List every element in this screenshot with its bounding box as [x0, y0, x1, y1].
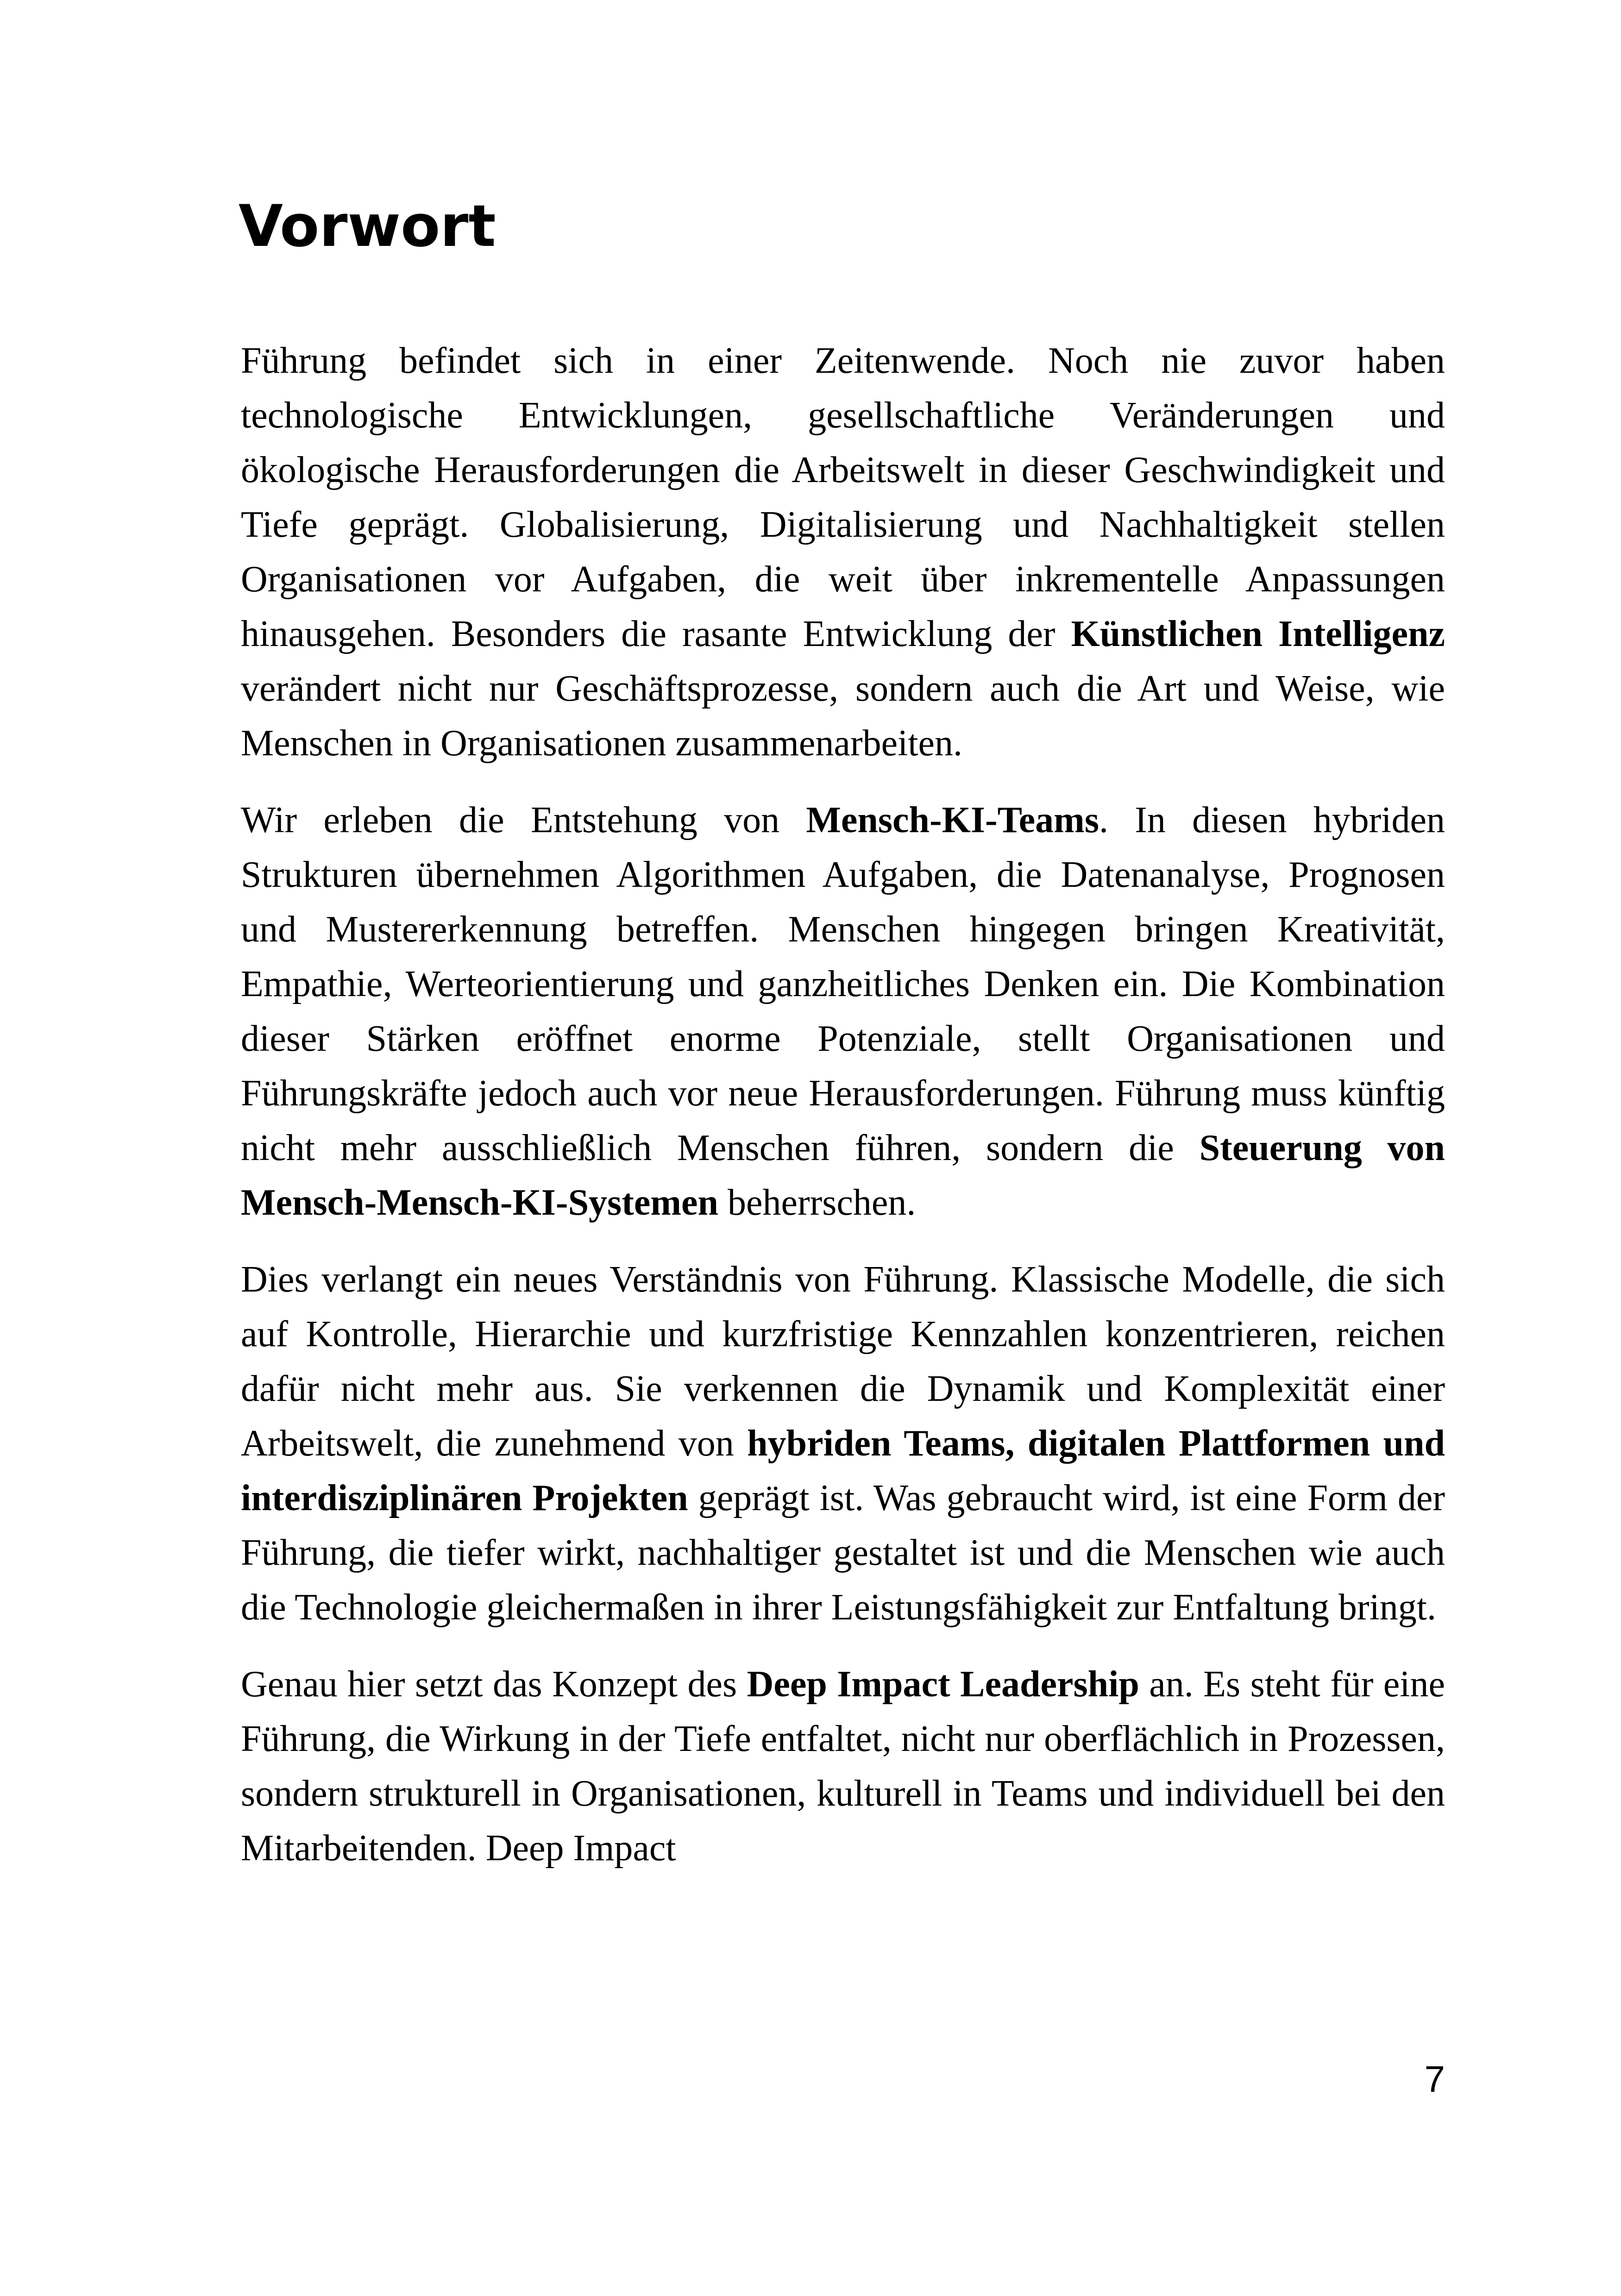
body-text: [241, 333, 1445, 1898]
bold-term: hybriden Teams, digitalen Plattformen und interdisziplinären Projekten: [241, 1423, 1445, 1518]
text-run: Führung befindet sich in einer Zeitenwende. Noch nie zuvor haben technologische Entwicklungen, gesellschaftliche Veränderungen und ökologische Herausforderungen die Arbeitswelt in dieser Geschwindigkeit und Tiefe geprägt. Globalisierung, Digitalisierung und Nachhaltigkeit stellen Organisationen vor Aufgaben, die weit über inkrementelle Anpassungen hinausgehen. Besonders die rasante Entwicklung der: [241, 340, 1445, 654]
page-number: 7: [1424, 2058, 1445, 2100]
bold-term: Steuerung von Mensch-Mensch-KI-Systemen: [241, 1128, 1445, 1223]
bold-term: Mensch-KI-Teams: [806, 800, 1099, 841]
text-run: verändert nicht nur Geschäftsprozesse, sondern auch die Art und Weise, wie Menschen in Organisationen zusammenarbeiten.: [241, 668, 1445, 764]
text-run: Wir erleben die Entstehung von: [241, 800, 806, 841]
paragraph-1: [241, 333, 1445, 771]
chapter-title: Vorwort: [239, 193, 496, 260]
text-run: geprägt ist. Was gebraucht wird, ist eine Form der Führung, die tiefer wirkt, nachhaltiger gestaltet ist und die Menschen wie auch die Technologie gleichermaßen in ihrer Leistungsfähigkeit zur Entfaltung bringt.: [241, 1478, 1445, 1628]
text-run: beherrschen.: [718, 1182, 916, 1223]
text-run: Genau hier setzt das Konzept des: [241, 1664, 747, 1705]
bold-term: Deep Impact Leadership: [747, 1664, 1139, 1705]
paragraph-2: [241, 793, 1445, 1230]
paragraph-4: [241, 1657, 1445, 1876]
paragraph-3: [241, 1252, 1445, 1635]
text-run: . In diesen hybriden Strukturen übernehmen Algorithmen Aufgaben, die Datenanalyse, Prognosen und Mustererkennung betreffen. Menschen hingegen bringen Kreativität, Empathie, Werteorientierung und ganzheitliches Denken ein. Die Kombination dieser Stärken eröffnet enorme Potenziale, stellt Organisationen und Führungskräfte jedoch auch vor neue Herausforderungen. Führung muss künftig nicht mehr ausschließlich Menschen führen, sondern die: [241, 800, 1445, 1168]
bold-term: Künstlichen Intelligenz: [1071, 614, 1445, 654]
text-run: an. Es steht für eine Führung, die Wirkung in der Tiefe entfaltet, nicht nur oberflächlich in Prozessen, sondern strukturell in Organisationen, kulturell in Teams und individuell bei den Mitarbeitenden. Deep Impact: [241, 1664, 1445, 1869]
text-run: Dies verlangt ein neues Verständnis von Führung. Klassische Modelle, die sich auf Kontrolle, Hierarchie und kurzfristige Kennzahlen konzentrieren, reichen dafür nicht mehr aus. Sie verkennen die Dynamik und Komplexität einer Arbeitswelt, die zunehmend von: [241, 1259, 1445, 1464]
